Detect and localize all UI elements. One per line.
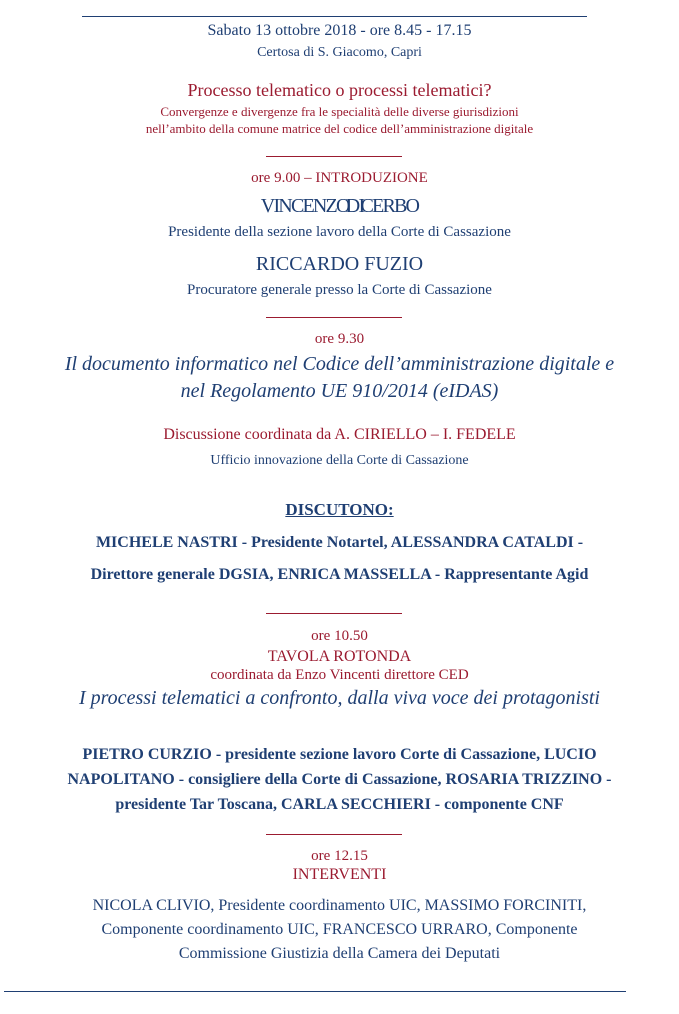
divider-1 [266, 156, 402, 157]
session3-time: ore 12.15 [311, 848, 368, 864]
speaker-role: Presidente della sezione lavoro della Corte di Cassazione [168, 224, 511, 240]
event-subtitle-line2: nell’ambito della comune matrice del codice dell’amministrazione digitale [145, 121, 534, 136]
session1-moderation: Discussione coordinata da A. CIRIELLO – I. FEDELE [163, 426, 516, 443]
discussants-heading: DISCUTONO: [285, 500, 394, 519]
participants-line3: presidente Tar Toscana, CARLA SECCHIERI - componente CNF [115, 796, 564, 813]
top-rule [82, 16, 587, 17]
session3-speakers-line3: Commissione Giustizia della Camera dei Deputati [178, 945, 501, 962]
session1-time: ore 9.30 [314, 331, 365, 347]
discussants-line2: Direttore generale DGSIA, ENRICA MASSELLA - Rappresentante Agid [90, 566, 589, 583]
session2-subtitle: I processi telematici a confronto, dalla viva voce dei protagonisti [78, 687, 600, 709]
bottom-rule [4, 991, 626, 992]
session2-title: TAVOLA ROTONDA [267, 648, 412, 665]
session1-title-line2: nel Regolamento UE 910/2014 (eIDAS) [180, 380, 499, 402]
session1-title-line1: Il documento informatico nel Codice dell’amministrazione digitale e [64, 353, 615, 375]
session1-moderation-office: Ufficio innovazione della Corte di Cassazione [210, 453, 469, 468]
participants-line1: PIETRO CURZIO - presidente sezione lavoro Corte di Cassazione, LUCIO [82, 746, 597, 763]
speaker-name: RICCARDO FUZIO [255, 253, 424, 275]
discussants-line1: MICHELE NASTRI - Presidente Notartel, ALESSANDRA CATALDI - [95, 534, 584, 551]
divider-3 [266, 613, 402, 614]
participants-line2: NAPOLITANO - consigliere della Corte di Cassazione, ROSARIA TRIZZINO - [67, 771, 612, 788]
event-title: Processo telematico o processi telematici? [187, 80, 492, 100]
session3-title: INTERVENTI [292, 866, 387, 883]
speaker-role: Procuratore generale presso la Corte di Cassazione [187, 282, 492, 298]
session2-time: ore 10.50 [311, 628, 368, 644]
session3-speakers-line1: NICOLA CLIVIO, Presidente coordinamento UIC, MASSIMO FORCINITI, [92, 897, 587, 914]
speaker-name: VINCENZO DI CERBO [260, 195, 419, 217]
divider-4 [266, 834, 402, 835]
session2-coordinator: coordinata da Enzo Vincenti direttore CED [210, 667, 469, 683]
divider-2 [266, 317, 402, 318]
session3-speakers-line2: Componente coordinamento UIC, FRANCESCO URRARO, Componente [101, 921, 578, 938]
event-date-line: Sabato 13 ottobre 2018 - ore 8.45 - 17.15 [207, 22, 472, 39]
event-subtitle-line1: Convergenze e divergenze fra le specialità delle diverse giurisdizioni [160, 104, 519, 119]
event-location: Certosa di S. Giacomo, Capri [257, 45, 422, 60]
intro-time-label: ore 9.00 – INTRODUZIONE [251, 170, 428, 186]
